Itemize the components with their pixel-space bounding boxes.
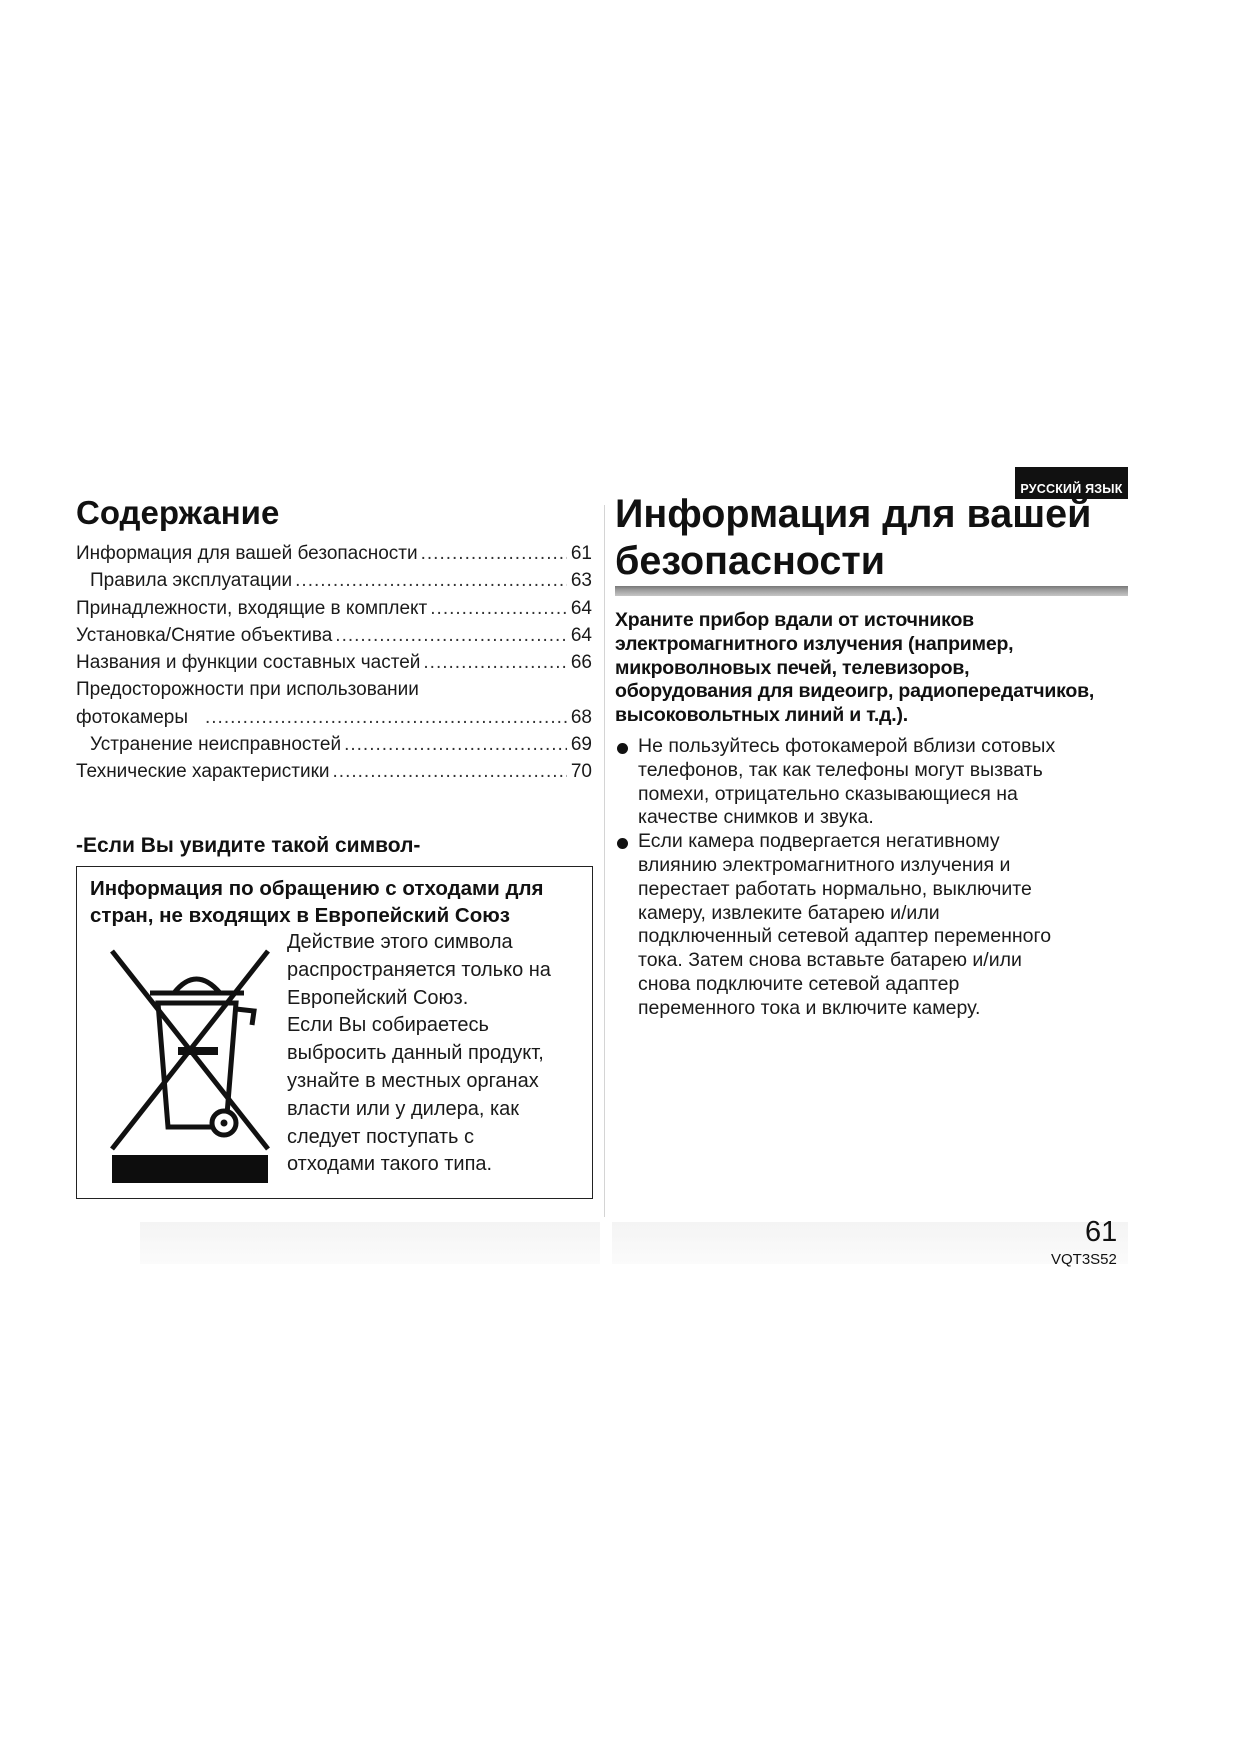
toc-entry-page: 66 bbox=[570, 652, 592, 674]
toc-entry-page: 70 bbox=[570, 761, 592, 783]
bullet-line: помехи, отрицательно сказывающиеся на bbox=[638, 782, 1018, 805]
toc-entry[interactable] bbox=[76, 734, 592, 761]
model-code: VQT3S52 bbox=[1051, 1251, 1117, 1268]
toc-leader-dots bbox=[344, 734, 567, 756]
weee-text-line: Если Вы собираетесь bbox=[287, 1014, 489, 1037]
weee-text-line: Европейский Союз. bbox=[287, 986, 469, 1009]
bullet-line: телефонов, так как телефоны могут вызвать bbox=[638, 758, 1043, 781]
toc-entry-label: Информация для вашей безопасности bbox=[76, 543, 418, 564]
safety-title-line: безопасности bbox=[615, 539, 886, 583]
bullet-line: влиянию электромагнитного излучения и bbox=[638, 853, 1011, 876]
warning-line: микроволновых печей, телевизоров, bbox=[615, 656, 970, 679]
toc-entry-label: Названия и функции составных частей bbox=[76, 652, 421, 674]
toc-title: Содержание bbox=[76, 494, 280, 531]
toc-entry-page: 68 bbox=[570, 706, 592, 728]
bullet-line: перестает работать нормально, выключите bbox=[638, 877, 1032, 900]
toc-leader-dots bbox=[335, 625, 567, 647]
bullet-line: Не пользуйтесь фотокамерой вблизи сотовых bbox=[638, 735, 1056, 757]
weee-text-line: отходами такого типа. bbox=[287, 1153, 493, 1176]
bullet-line: подключенный сетевой адаптер переменного bbox=[638, 925, 1052, 948]
weee-text-line: распространяется только на bbox=[287, 958, 551, 981]
symbol-notice-heading: -Если Вы увидите такой символ- bbox=[76, 834, 421, 857]
toc-entry[interactable] bbox=[76, 598, 592, 625]
toc-entry[interactable] bbox=[76, 761, 592, 788]
warning-line: электромагнитного излучения (например, bbox=[615, 632, 1014, 655]
toc-entry-label: Предосторожности при использовании bbox=[76, 679, 419, 701]
toc-entry[interactable] bbox=[76, 707, 592, 734]
toc-entry-page: 69 bbox=[570, 734, 592, 756]
weee-notice-title: Информация по обращению с отходами для стран, не входящих в Европейский Союз bbox=[90, 877, 544, 927]
bullet-line: переменного тока и включите камеру. bbox=[638, 996, 981, 1019]
toc-leader-dots bbox=[295, 570, 567, 592]
toc-entry[interactable] bbox=[76, 625, 592, 652]
safety-bullet bbox=[615, 735, 1135, 830]
toc-leader-dots bbox=[421, 543, 567, 565]
title-underline-bar bbox=[615, 586, 1128, 596]
weee-text-line: узнайте в местных органах bbox=[287, 1069, 539, 1092]
bullet-line: Если камера подвергается негативному bbox=[638, 830, 1000, 853]
weee-text-line: Действие этого символа bbox=[287, 931, 513, 953]
bullet-line: качестве снимков и звука. bbox=[638, 806, 874, 829]
toc-leader-dots bbox=[430, 598, 567, 620]
table-of-contents bbox=[76, 543, 592, 789]
toc-entry[interactable] bbox=[76, 543, 592, 570]
toc-entry-page: 61 bbox=[570, 543, 592, 564]
safety-bullet-list bbox=[615, 735, 1135, 1021]
safety-warning bbox=[615, 609, 1135, 728]
toc-leader-dots bbox=[333, 761, 567, 783]
bullet-line: снова подключите сетевой адаптер bbox=[638, 972, 960, 995]
warning-line: оборудования для видеоигр, радиопередатчиков, bbox=[615, 680, 1095, 703]
weee-notice-text bbox=[287, 929, 587, 1179]
weee-text-line: выбросить данный продукт, bbox=[287, 1042, 544, 1065]
crossed-out-wheelie-bin-icon bbox=[98, 937, 294, 1183]
toc-entry-page: 63 bbox=[570, 570, 592, 592]
toc-entry[interactable] bbox=[76, 570, 592, 597]
toc-entry-label: Установка/Снятие объектива bbox=[76, 624, 333, 646]
toc-entry-page: 64 bbox=[570, 597, 592, 619]
weee-notice-box bbox=[76, 866, 593, 1199]
safety-title-line: Информация для вашей bbox=[615, 492, 1092, 536]
toc-entry-label: фотокамеры bbox=[76, 706, 188, 728]
toc-leader-dots bbox=[205, 707, 567, 729]
toc-entry-page: 64 bbox=[570, 624, 592, 646]
bullet-line: камеру, извлеките батарею и/или bbox=[638, 901, 940, 924]
weee-text-line: власти или у дилера, как bbox=[287, 1097, 520, 1120]
column-divider bbox=[604, 505, 605, 1217]
toc-leader-dots bbox=[423, 652, 567, 674]
toc-entry-label: Устранение неисправностей bbox=[90, 734, 342, 756]
safety-bullet bbox=[615, 830, 1135, 1020]
bullet-line: тока. Затем снова вставьте батарею и/или bbox=[638, 949, 1022, 972]
weee-text-line: следует поступать с bbox=[287, 1125, 474, 1148]
toc-entry-label: Технические характеристики bbox=[76, 761, 330, 783]
toc-entry-label: Правила эксплуатации bbox=[90, 570, 293, 592]
warning-line: Храните прибор вдали от источников bbox=[615, 609, 974, 631]
language-tab: РУССКИЙ ЯЗЫК bbox=[1015, 467, 1128, 499]
warning-line: высоковольтных линий и т.д.). bbox=[615, 704, 908, 727]
safety-title bbox=[615, 491, 1091, 585]
toc-entry-label: Принадлежности, входящие в комплект bbox=[76, 597, 428, 619]
toc-entry[interactable] bbox=[76, 679, 592, 706]
page-number: 61 bbox=[1085, 1216, 1118, 1248]
bottom-shade-left bbox=[140, 1222, 600, 1264]
toc-entry[interactable] bbox=[76, 652, 592, 679]
